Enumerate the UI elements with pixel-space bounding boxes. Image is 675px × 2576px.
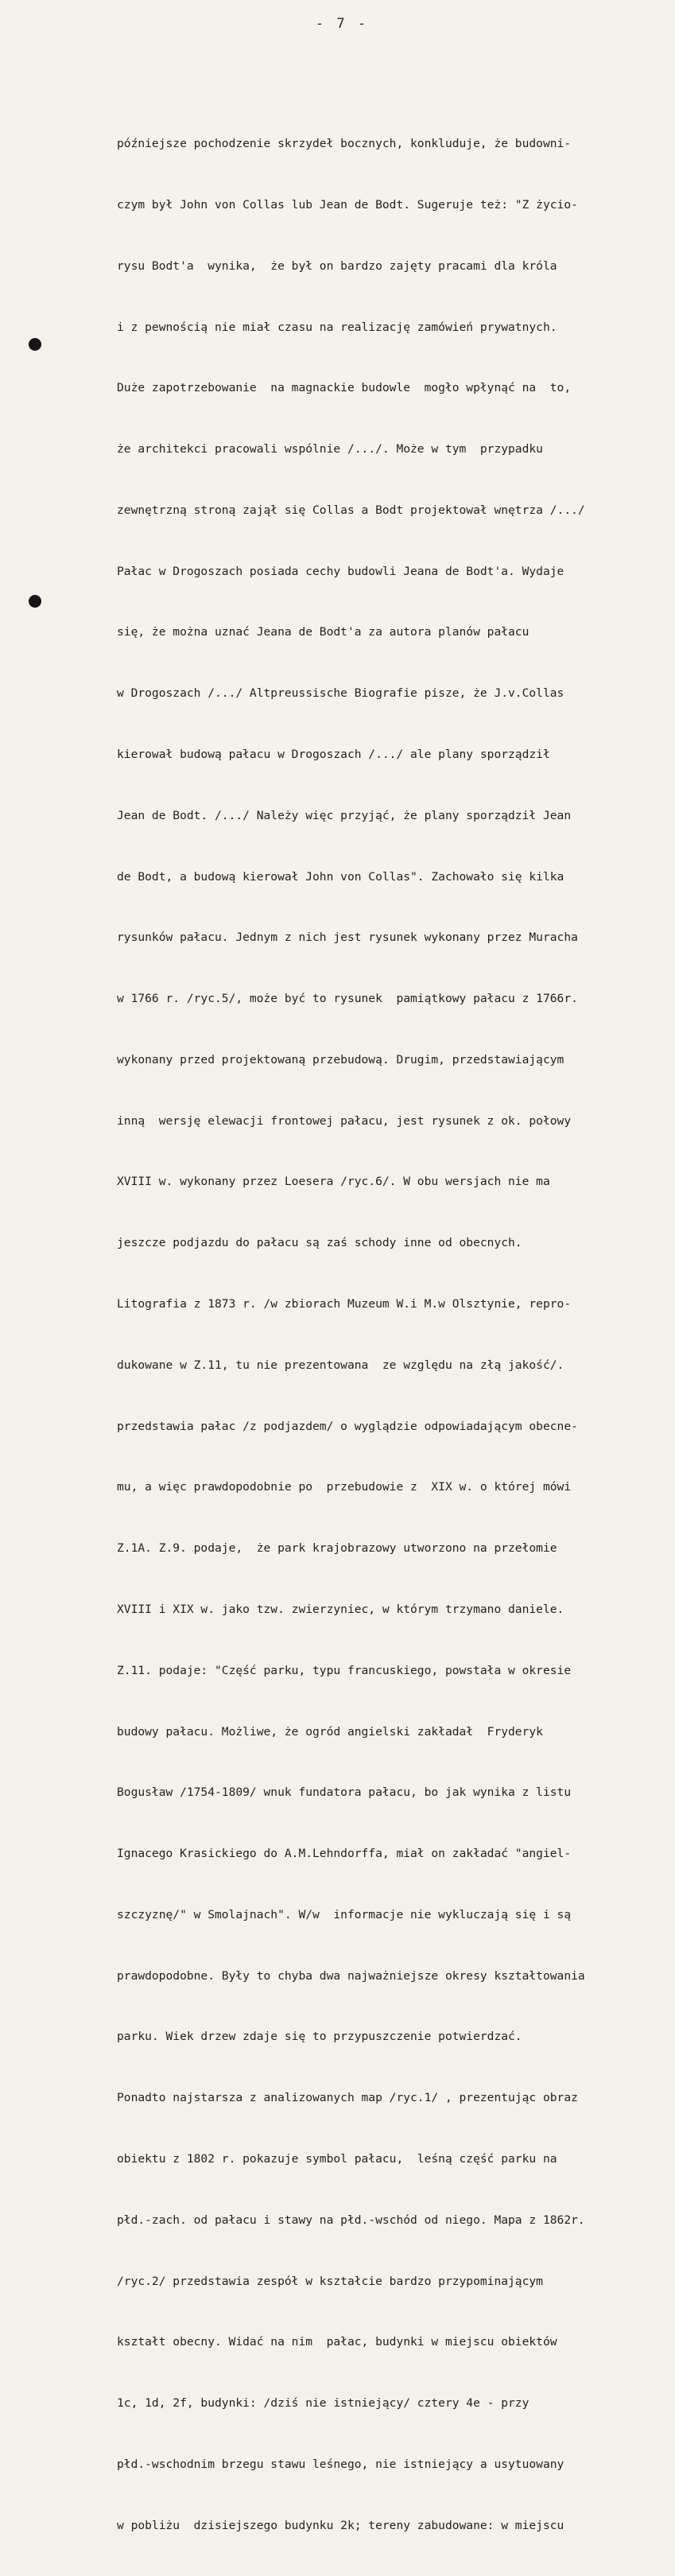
text-line: mu, a więc prawdopodobnie po przebudowie z XIX w. o której mówi bbox=[117, 1480, 572, 1494]
text-line: rysu Bodt'a wynika, że był on bardzo zajęty pracami dla króla bbox=[117, 258, 557, 273]
text-line: czym był John von Collas lub Jean de Bodt. Sugeruje też: "Z życio- bbox=[117, 197, 578, 212]
text-line: zewnętrzną stroną zajął się Collas a Bodt projektował wnętrza /.../ bbox=[117, 503, 585, 517]
text-line: Bogusław /1754-1809/ wnuk fundatora pałacu, bo jak wynika z listu bbox=[117, 1785, 572, 1800]
text-line: późniejsze pochodzenie skrzydeł bocznych, konkluduje, że budowni- bbox=[117, 137, 572, 151]
punch-hole bbox=[29, 338, 41, 351]
text-line: dukowane w Z.11, tu nie prezentowana ze względu na złą jakość/. bbox=[117, 1358, 564, 1372]
text-line: 1c, 1d, 2f, budynki: /dziś nie istniejący/ cztery 4e - przy bbox=[117, 2396, 530, 2411]
text-line: parku. Wiek drzew zdaje się to przypuszczenie potwierdzać. bbox=[117, 2030, 522, 2044]
text-line: /ryc.2/ przedstawia zespół w kształcie bardzo przypominającym bbox=[117, 2274, 543, 2288]
text-line: de Bodt, a budową kierował John von Collas". Zachowało się kilka bbox=[117, 869, 564, 884]
text-line: Ponadto najstarsza z analizowanych map /ryc.1/ , prezentując obraz bbox=[117, 2091, 578, 2105]
text-line: kierował budową pałacu w Drogoszach /.../ ale plany sporządził bbox=[117, 748, 550, 761]
text-line: że architekci pracowali wspólnie /.../. Może w tym przypadku bbox=[117, 442, 543, 457]
text-line: w pobliżu dzisiejszego budynku 2k; tereny zabudowane: w miejscu bbox=[117, 2518, 564, 2532]
text-line: i z pewnością nie miał czasu na realizację zamówień prywatnych. bbox=[117, 320, 557, 334]
punch-hole bbox=[29, 595, 41, 608]
text-line: Litografia z 1873 r. /w zbiorach Muzeum W.i M.w Olsztynie, repro- bbox=[117, 1297, 572, 1311]
text-line: szczyznę/" w Smolajnach". W/w informacje nie wykluczają się i są bbox=[117, 1907, 572, 1921]
text-line: Ignacego Krasickiego do A.M.Lehndorffa, miał on zakładać "angiel- bbox=[117, 1847, 572, 1861]
text-line: Duże zapotrzebowanie na magnackie budowle mogło wpłynąć na to, bbox=[117, 381, 572, 395]
text-line: w 1766 r. /ryc.5/, może być to rysunek pamiątkowy pałacu z 1766r. bbox=[117, 992, 578, 1006]
text-line: się, że można uznać Jeana de Bodt'a za autora planów pałacu bbox=[117, 625, 530, 639]
text-line: XVIII i XIX w. jako tzw. zwierzyniec, w którym trzymano daniele. bbox=[117, 1602, 564, 1616]
text-line: kształt obecny. Widać na nim pałac, budynki w miejscu obiektów bbox=[117, 2335, 557, 2349]
text-line: jeszcze podjazdu do pałacu są zaś schody inne od obecnych. bbox=[117, 1236, 522, 1250]
body-text bbox=[117, 93, 675, 2576]
text-line: obiektu z 1802 r. pokazuje symbol pałacu, leśną część parku na bbox=[117, 2151, 557, 2166]
text-line: Jean de Bodt. /.../ Należy więc przyjąć, że plany sporządził Jean bbox=[117, 808, 572, 822]
page-number: - 7 - bbox=[315, 16, 369, 32]
text-line: płd.-wschodnim brzegu stawu leśnego, nie istniejący a usytuowany bbox=[117, 2457, 564, 2471]
text-line: prawdopodobne. Były to chyba dwa najważniejsze okresy kształtowania bbox=[117, 1968, 585, 1983]
text-line: inną wersję elewacji frontowej pałacu, jest rysunek z ok. połowy bbox=[117, 1113, 572, 1128]
text-line: budowy pałacu. Możliwe, że ogród angielski zakładał Fryderyk bbox=[117, 1724, 543, 1739]
text-line: w Drogoszach /.../ Altpreussische Biografie pisze, że J.v.Collas bbox=[117, 686, 564, 701]
text-line: płd.-zach. od pałacu i stawy na płd.-wschód od niego. Mapa z 1862r. bbox=[117, 2213, 585, 2227]
text-line: Z.1A. Z.9. podaje, że park krajobrazowy utworzono na przełomie bbox=[117, 1541, 557, 1556]
text-line: Z.11. podaje: "Część parku, typu francuskiego, powstała w okresie bbox=[117, 1663, 572, 1677]
text-line: rysunków pałacu. Jednym z nich jest rysunek wykonany przez Muracha bbox=[117, 931, 578, 945]
text-line: przedstawia pałac /z podjazdem/ o wyglądzie odpowiadającym obecne- bbox=[117, 1419, 578, 1433]
text-line: XVIII w. wykonany przez Loesera /ryc.6/. W obu wersjach nie ma bbox=[117, 1175, 550, 1189]
text-line: Pałac w Drogoszach posiada cechy budowli Jeana de Bodt'a. Wydaje bbox=[117, 564, 564, 578]
text-line: wykonany przed projektowaną przebudową. Drugim, przedstawiającym bbox=[117, 1052, 564, 1067]
